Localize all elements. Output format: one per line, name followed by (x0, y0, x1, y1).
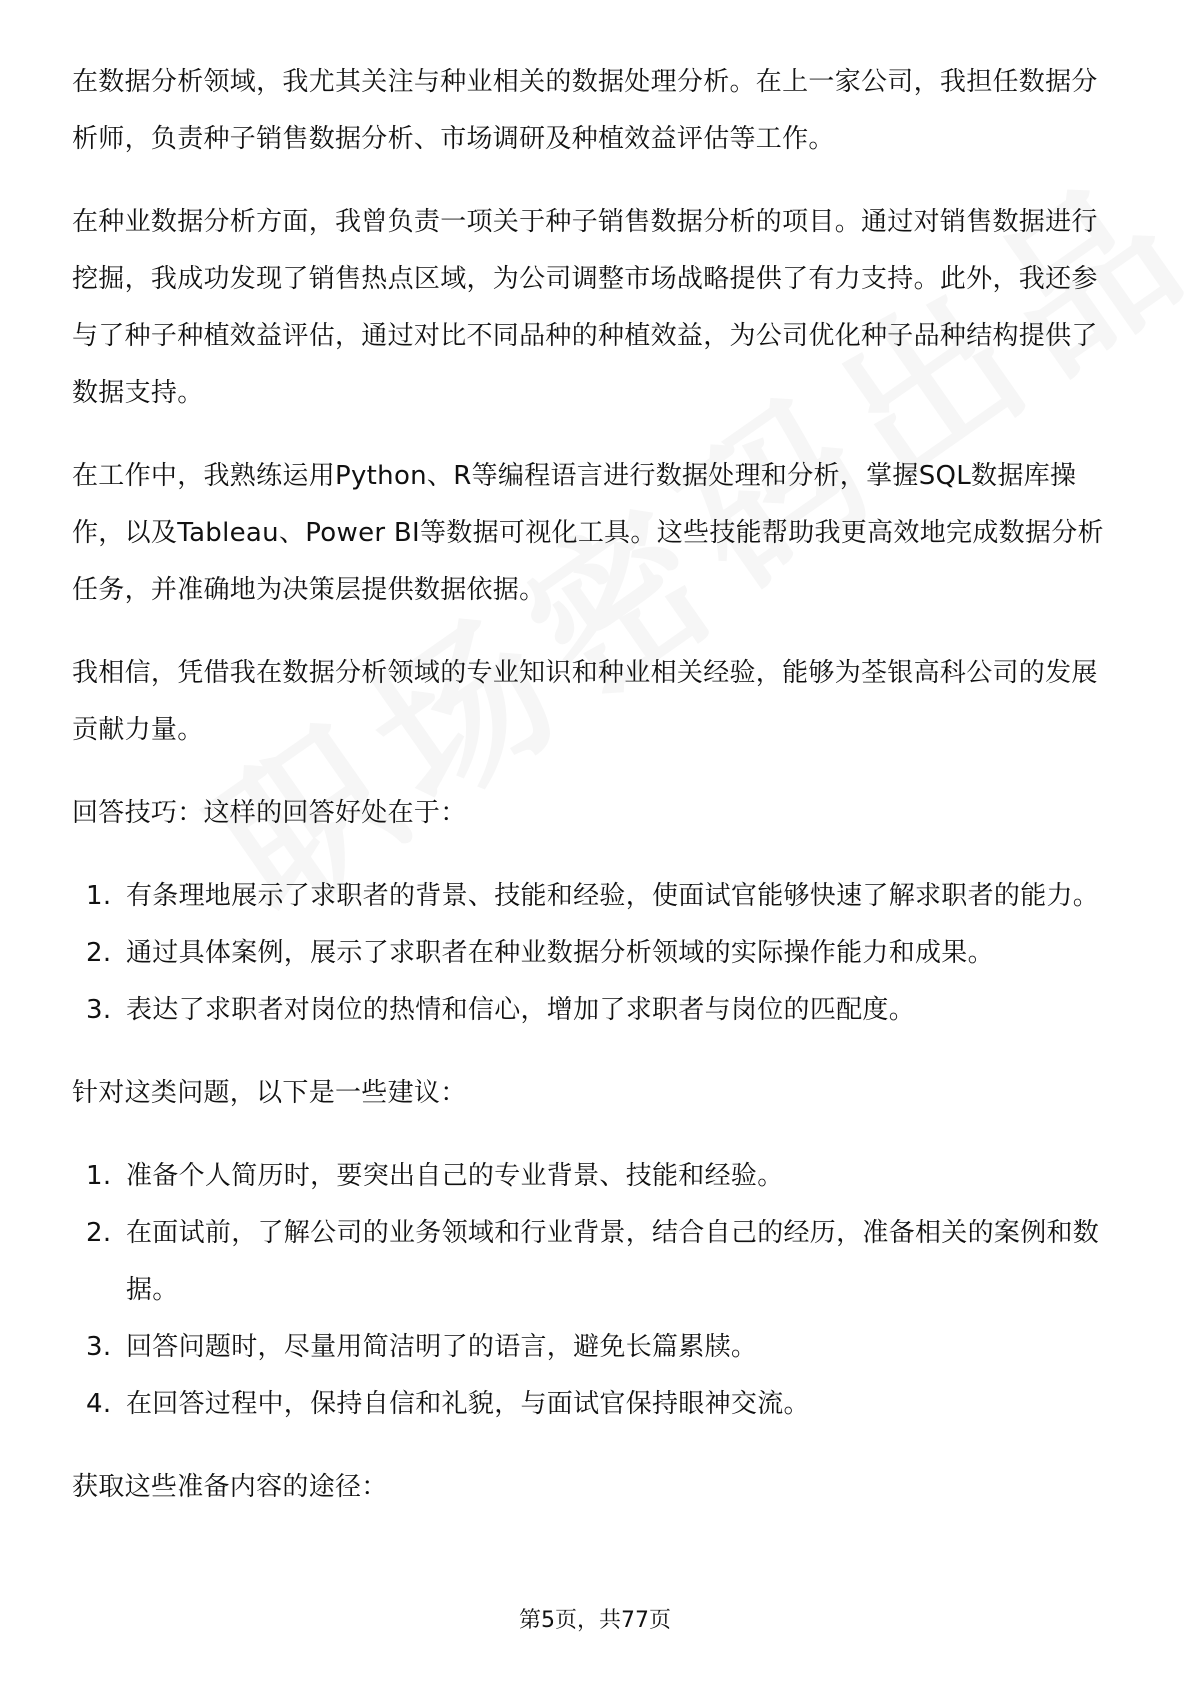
list-item-text: 回答问题时，尽量用简洁明了的语言，避免长篇累牍。 (126, 1332, 758, 1362)
list-item-text: 表达了求职者对岗位的热情和信心，增加了求职者与岗位的匹配度。 (126, 995, 916, 1025)
list-number: 2. (86, 1218, 112, 1248)
list-item-text: 有条理地展示了求职者的背景、技能和经验，使面试官能够快速了解求职者的能力。 (126, 881, 1100, 911)
page-number: 第5页，共77页 (519, 1608, 671, 1633)
document-body (72, 54, 1122, 1542)
list-item (72, 1319, 1122, 1376)
list-item (72, 925, 1122, 982)
paragraph-experience: 在数据分析领域，我尤其关注与种业相关的数据处理分析。在上一家公司，我担任数据分析师，负责种子销售数据分析、市场调研及种植效益评估等工作。 (72, 67, 1098, 154)
tips-list (72, 868, 1122, 1039)
paragraph-project: 在种业数据分析方面，我曾负责一项关于种子销售数据分析的项目。通过对销售数据进行挖掘，我成功发现了销售热点区域，为公司调整市场战略提供了有力支持。此外，我还参与了种子种植效益评估，通过对比不同品种的种植效益，为公司优化种子品种结构提供了数据支持。 (72, 207, 1098, 408)
tips-heading: 回答技巧：这样的回答好处在于： (72, 798, 467, 828)
list-item-text: 在面试前，了解公司的业务领域和行业背景，结合自己的经历，准备相关的案例和数据。 (126, 1218, 1100, 1305)
list-item (72, 1376, 1122, 1433)
list-number: 3. (86, 1332, 112, 1362)
paragraph-conclusion: 我相信，凭借我在数据分析领域的专业知识和种业相关经验，能够为荃银高科公司的发展贡献力量。 (72, 658, 1098, 745)
list-number: 1. (86, 1161, 112, 1191)
list-item (72, 1205, 1122, 1319)
list-item-text: 通过具体案例，展示了求职者在种业数据分析领域的实际操作能力和成果。 (126, 938, 994, 968)
list-item (72, 982, 1122, 1039)
paragraph-skills: 在工作中，我熟练运用Python、R等编程语言进行数据处理和分析，掌握SQL数据库操作，以及Tableau、Power BI等数据可视化工具。这些技能帮助我更高效地完成数据分析任务，并准确地为决策层提供数据依据。 (72, 461, 1104, 605)
advice-list (72, 1148, 1122, 1433)
advice-heading: 针对这类问题，以下是一些建议： (72, 1078, 467, 1108)
list-item (72, 1148, 1122, 1205)
list-item-text: 在回答过程中，保持自信和礼貌，与面试官保持眼神交流。 (126, 1389, 810, 1419)
list-number: 1. (86, 881, 112, 911)
list-item-text: 准备个人简历时，要突出自己的专业背景、技能和经验。 (126, 1161, 784, 1191)
list-number: 3. (86, 995, 112, 1025)
list-number: 2. (86, 938, 112, 968)
list-number: 4. (86, 1389, 112, 1419)
list-item (72, 868, 1122, 925)
sources-heading: 获取这些准备内容的途径： (72, 1472, 388, 1502)
